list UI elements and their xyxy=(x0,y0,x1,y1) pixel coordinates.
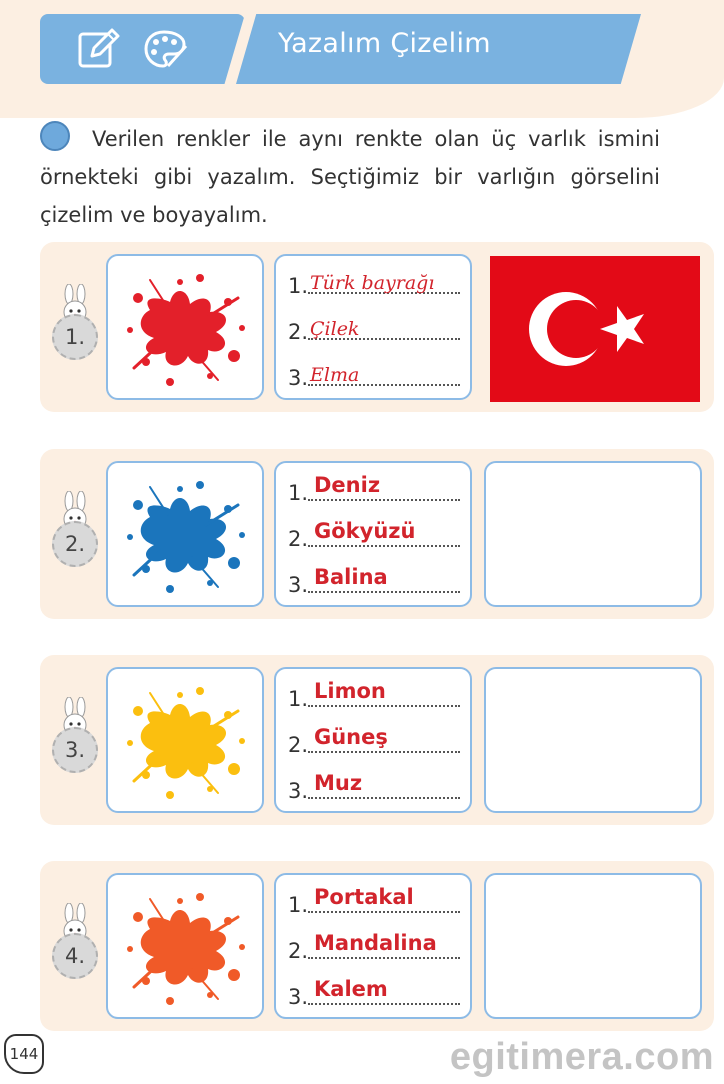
dotted-line xyxy=(308,705,460,707)
color-splash-card xyxy=(106,667,264,813)
splash-drop xyxy=(196,481,204,489)
answer-word: Gökyüzü xyxy=(314,519,416,543)
answer-line[interactable] xyxy=(288,771,460,803)
splash-drop xyxy=(127,740,133,746)
exercise-row xyxy=(40,861,714,1031)
answer-word: Mandalina xyxy=(314,931,437,955)
answer-line[interactable] xyxy=(288,266,460,298)
answer-number: 1. xyxy=(288,481,309,505)
splash-blob xyxy=(141,291,226,366)
drawing-area[interactable] xyxy=(490,256,700,402)
answer-line[interactable] xyxy=(288,519,460,551)
splash-blob xyxy=(141,704,226,779)
answer-word: Türk bayrağı xyxy=(310,272,435,294)
page-number: 144 xyxy=(4,1034,44,1074)
splash-drop xyxy=(196,687,204,695)
instruction-body: Verilen renkler ile aynı renkte olan üç varlık ismini örnekteki gibi yazalım. Seçtiğimiz bir varlığın görselini çizelim ve boyayalım. xyxy=(40,127,660,227)
watermark: egitimera.com xyxy=(449,1036,714,1078)
answer-line[interactable] xyxy=(288,679,460,711)
splash-drop xyxy=(228,763,240,775)
dotted-line xyxy=(308,797,460,799)
dotted-line xyxy=(308,499,460,501)
answer-number: 3. xyxy=(288,573,309,597)
pencil-icon xyxy=(76,26,122,72)
answer-word: Elma xyxy=(310,364,360,386)
splash-blob xyxy=(141,498,226,573)
splash-drop xyxy=(133,706,143,716)
dotted-line xyxy=(308,751,460,753)
dotted-line xyxy=(308,545,460,547)
answer-word: Limon xyxy=(314,679,386,703)
splash-drop xyxy=(177,279,183,285)
splash-drop xyxy=(239,532,245,538)
bullet-icon xyxy=(40,121,70,151)
splash-drop xyxy=(239,325,245,331)
color-splash-card xyxy=(106,254,264,400)
answer-word: Güneş xyxy=(314,725,388,749)
answer-line[interactable] xyxy=(288,473,460,505)
exercise-row xyxy=(40,449,714,619)
answer-line[interactable] xyxy=(288,312,460,344)
answer-line[interactable] xyxy=(288,931,460,963)
splash-drop xyxy=(127,946,133,952)
answer-line[interactable] xyxy=(288,565,460,597)
answer-line[interactable] xyxy=(288,977,460,1009)
instruction-text xyxy=(40,120,660,234)
splash-drop xyxy=(228,350,240,362)
page-title: Yazalım Çizelim xyxy=(278,28,491,59)
answer-word: Portakal xyxy=(314,885,414,909)
splash-drop xyxy=(177,486,183,492)
splash-drop xyxy=(127,534,133,540)
splash-drop xyxy=(133,293,143,303)
paint-splash-icon xyxy=(110,258,260,398)
dotted-line xyxy=(308,957,460,959)
splash-drop xyxy=(166,791,174,799)
exercise-number: 1. xyxy=(52,314,98,360)
answer-word: Balina xyxy=(314,565,388,589)
answer-number: 3. xyxy=(288,779,309,803)
answer-word: Muz xyxy=(314,771,363,795)
drawing-area[interactable] xyxy=(484,667,702,813)
drawing-area[interactable] xyxy=(484,873,702,1019)
exercise-row xyxy=(40,655,714,825)
splash-drop xyxy=(177,692,183,698)
splash-drop xyxy=(177,898,183,904)
answer-number: 2. xyxy=(288,939,309,963)
splash-drop xyxy=(228,969,240,981)
answer-line[interactable] xyxy=(288,358,460,390)
palette-icon xyxy=(142,26,188,72)
answer-word: Deniz xyxy=(314,473,381,497)
splash-drop xyxy=(239,944,245,950)
color-splash-card xyxy=(106,873,264,1019)
answer-number: 3. xyxy=(288,985,309,1009)
splash-drop xyxy=(228,557,240,569)
splash-drop xyxy=(133,912,143,922)
answer-number: 1. xyxy=(288,274,309,298)
answer-line[interactable] xyxy=(288,885,460,917)
drawing-area[interactable] xyxy=(484,461,702,607)
turkish-flag-drawing xyxy=(490,256,700,402)
dotted-line xyxy=(308,591,460,593)
word-list-card xyxy=(274,667,472,813)
splash-drop xyxy=(166,378,174,386)
answer-number: 2. xyxy=(288,733,309,757)
splash-drop xyxy=(196,893,204,901)
word-list-card xyxy=(274,461,472,607)
answer-number: 3. xyxy=(288,366,309,390)
exercise-number: 4. xyxy=(52,933,98,979)
paint-splash-icon xyxy=(110,465,260,605)
answer-word: Kalem xyxy=(314,977,388,1001)
word-list-card xyxy=(274,254,472,400)
exercise-row xyxy=(40,242,714,412)
splash-drop xyxy=(166,585,174,593)
answer-word: Çilek xyxy=(310,318,360,340)
splash-drop xyxy=(133,500,143,510)
splash-drop xyxy=(127,327,133,333)
paint-splash-icon xyxy=(110,671,260,811)
answer-number: 2. xyxy=(288,527,309,551)
splash-blob xyxy=(141,910,226,985)
exercise-number: 2. xyxy=(52,521,98,567)
paint-splash-icon xyxy=(110,877,260,1017)
splash-drop xyxy=(196,274,204,282)
answer-number: 1. xyxy=(288,893,309,917)
answer-line[interactable] xyxy=(288,725,460,757)
answer-number: 1. xyxy=(288,687,309,711)
answer-number: 2. xyxy=(288,320,309,344)
dotted-line xyxy=(308,1003,460,1005)
word-list-card xyxy=(274,873,472,1019)
dotted-line xyxy=(308,911,460,913)
color-splash-card xyxy=(106,461,264,607)
exercise-number: 3. xyxy=(52,727,98,773)
splash-drop xyxy=(239,738,245,744)
splash-drop xyxy=(166,997,174,1005)
